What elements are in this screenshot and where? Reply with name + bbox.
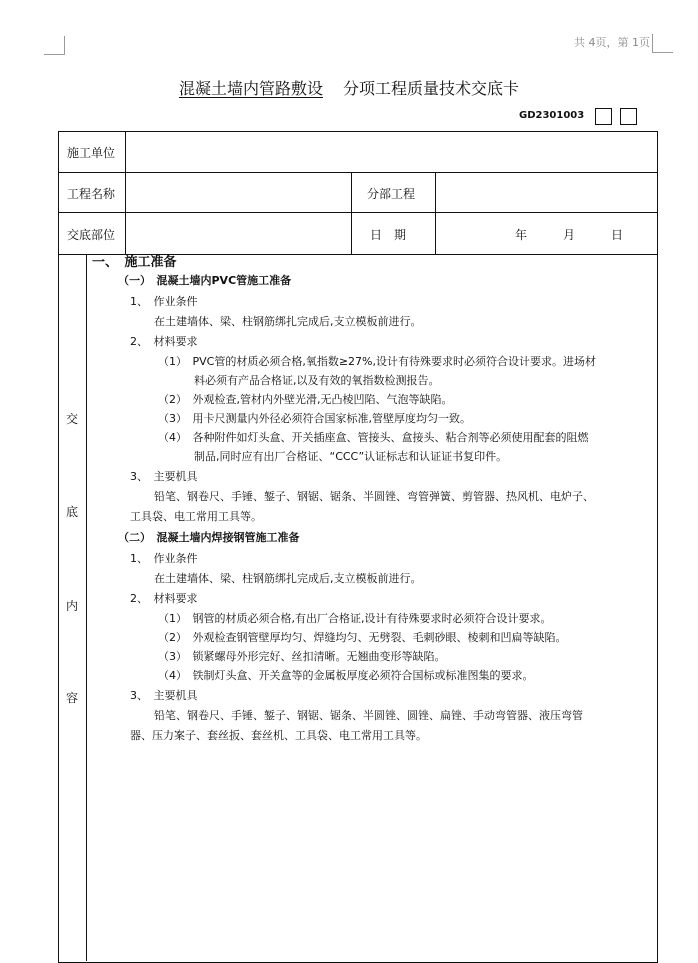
side-label-char-2: 底 <box>66 505 79 519</box>
part1-heading: （一） 混凝土墙内PVC管施工准备 <box>118 274 292 287</box>
part1-item1-title: 1、 作业条件 <box>130 295 198 308</box>
part2-material-1: （1） 钢管的材质必须合格,有出厂合格证,设计有待殊要求时必须符合设计要求。 <box>158 612 552 625</box>
location-label: 交底部位 <box>67 228 116 242</box>
part1-material-2: （2） 外观检查,管材内外壁光滑,无凸棱凹陷、气泡等缺陷。 <box>158 393 453 406</box>
part1-material-4a: （4） 各种附件如灯头盒、开关插座盒、管接头、盒接头、粘合剂等必须使用配套的阻燃 <box>158 431 589 444</box>
label-column-divider <box>125 131 126 255</box>
row-divider-2 <box>58 212 657 213</box>
check-box-1[interactable] <box>595 108 612 125</box>
document-code: GD2301003 <box>519 110 585 121</box>
part2-item2-title: 2、 材料要求 <box>130 592 198 605</box>
construction-unit-label: 施工单位 <box>67 146 116 160</box>
part2-item3-title: 3、 主要机具 <box>130 689 198 702</box>
crop-mark-top-left <box>44 36 65 55</box>
part2-heading: （二） 混凝土墙内焊接钢管施工准备 <box>118 531 300 544</box>
part1-material-4b: 制品,同时应有出厂合格证、“CCC”认证标志和认证证书复印件。 <box>194 450 508 463</box>
document-title <box>0 76 698 99</box>
part1-material-1b: 料必须有产品合格证,以及有效的氧指数检测报告。 <box>194 374 440 387</box>
part2-material-3: （3） 锁紧螺母外形完好、丝扣清晰。无翘曲变形等缺陷。 <box>158 650 446 663</box>
section-heading: 一、 施工准备 <box>92 255 177 270</box>
date-month: 月 <box>563 228 576 242</box>
page-count: 共 4页，第 1页 <box>574 36 650 49</box>
part2-material-2: （2） 外观检查钢管壁厚均匀、焊缝均匀、无劈裂、毛刺砂眼、棱刺和凹扁等缺陷。 <box>158 631 567 644</box>
row-divider-1 <box>58 172 657 173</box>
part1-material-3: （3） 用卡尺测量内外径必须符合国家标准,管壁厚度均匀一致。 <box>158 412 471 425</box>
part1-item3-title: 3、 主要机具 <box>130 470 198 483</box>
crop-mark-top-right <box>652 34 673 53</box>
sub-project-label: 分部工程 <box>367 187 416 201</box>
part2-tools-b: 器、压力案子、套丝扳、套丝机、工具袋、电工常用工具等。 <box>130 729 427 742</box>
part2-item1-title: 1、 作业条件 <box>130 552 198 565</box>
part2-item1-text: 在土建墙体、梁、柱钢筋绑扎完成后,支立模板前进行。 <box>154 572 422 585</box>
part2-material-4: （4） 铁制灯头盒、开关盒等的金属板厚度必须符合国标或标准图集的要求。 <box>158 669 534 682</box>
part1-material-1a: （1） PVC管的材质必须合格,氧指数≥27%,设计有待殊要求时必须符合设计要求。进场材 <box>158 355 596 368</box>
side-label-char-4: 容 <box>66 691 79 705</box>
date-year: 年 <box>515 228 528 242</box>
side-column-divider <box>86 254 87 961</box>
part1-item1-text: 在土建墙体、梁、柱钢筋绑扎完成后,支立模板前进行。 <box>154 315 422 328</box>
part1-tools-b: 工具袋、电工常用工具等。 <box>130 510 262 523</box>
project-name-label: 工程名称 <box>67 187 116 201</box>
date-day: 日 <box>611 228 624 242</box>
side-label-char-1: 交 <box>66 412 79 426</box>
part2-tools-a: 铅笔、钢卷尺、手锤、錾子、钢锯、锯条、半圆锉、圆锉、扁锉、手动弯管器、液压弯管 <box>154 709 583 722</box>
part1-item2-title: 2、 材料要求 <box>130 335 198 348</box>
part1-tools-a: 铅笔、钢卷尺、手锤、錾子、钢锯、锯条、半圆锉、弯管弹簧、剪管器、热风机、电炉子、 <box>154 490 594 503</box>
date-label: 日 期 <box>370 228 407 242</box>
side-label-char-3: 内 <box>66 599 79 613</box>
mid-column-divider-left <box>351 172 352 255</box>
check-box-2[interactable] <box>620 108 637 125</box>
mid-column-divider-right <box>435 172 436 255</box>
title-type: 分项工程质量技术交底卡 <box>343 79 520 98</box>
title-subject: 混凝土墙内管路敷设 <box>178 79 323 98</box>
